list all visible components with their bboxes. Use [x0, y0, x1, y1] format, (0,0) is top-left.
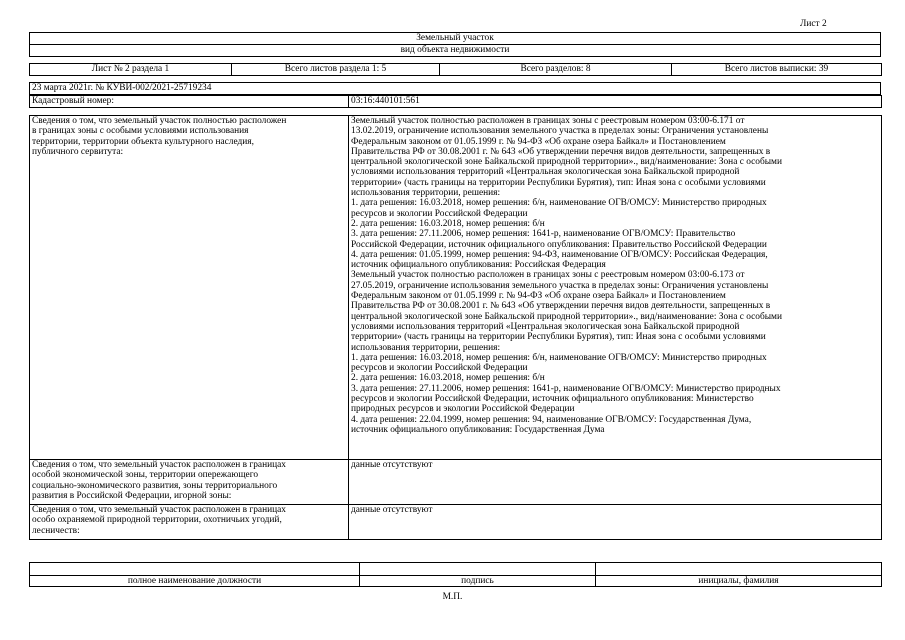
object-subtitle: вид объекта недвижимости [30, 45, 881, 57]
sheet-number: Лист 2 [800, 19, 827, 29]
object-title: Земельный участок [30, 33, 881, 45]
cadastral-label: Кадастровый номер: [30, 96, 349, 108]
total-sheets-extract: Всего листов выписки: 39 [672, 64, 882, 76]
sheet-of-section: Лист № 2 раздела 1 [30, 64, 232, 76]
stamp-placeholder: М.П. [442, 592, 463, 602]
signature-caption: подпись [360, 576, 596, 587]
zone-info-label: Сведения о том, что земельный участок полностью расположен в границах зоны с особыми условиями использования территории, территории объекта культурного наследия, публичного сервитута: [30, 116, 349, 460]
zone-info-value: Земельный участок полностью расположен в границах зоны с реестровым номером 03:00-6.171 от 13.02.2019, ограничение использования земельного участка в пределах зоны: Ограничения установлены Федеральным законом от 01.05.1999 г. № 94-ФЗ «Об охране озера Байкал» и Постановлением Правительства РФ от 30.08.2001 г. № 643 «Об утверждении перечня видов деятельности, запрещенных в центральной экологической зоне Байкальской природной территории»., вид/наименование: Зона с особыми условиями использования территорий «Центральная экологическая зона Байкальской природной территории» (часть границы на территории Республики Бурятия), тип: Иная зона с особыми условиями использования территории, решения: 1. дата решения: 16.03.2018, номер решения: б/н, наименование ОГВ/ОМСУ: Министерство природных ресурсов и экологии Российской Федерации 2. дата решения: 16.03.2018, номер решения: б/н 3. дата решения: 27.11.2006, номер решения: 1641-р, наименование ОГВ/ОМСУ: Правительство Российской Федерации, источник официального опубликования: Правительство Российской Федерации 4. дата решения: 01.05.1999, номер решения: 94-ФЗ, наименование ОГВ/ОМСУ: Российская Федерация, источник официального опубликования: Российская Федерация Земельный участок полностью расположен в границах зоны с реестровым номером 03:00-6.173 от 27.05.2019, ограничение использования земельного участка в пределах зоны: Ограничения установлены Федеральным законом от 01.05.1999 г. № 94-ФЗ «Об охране озера Байкал» и Постановлением Правительства РФ от 30.08.2001 г. № 643 «Об утверждении перечня видов деятельности, запрещенных в центральной экологической зоне Байкальской природной территории»., вид/наименование: Зона с особыми условиями использования территорий «Центральная экологическая зона Байкальской природной территории» (часть границы на территории Республики Бурятия), тип: Иная зона с особыми условиями использования территории, решения: 1. дата решения: 16.03.2018, номер решения: б/н, наименование ОГВ/ОМСУ: Министерство природных ресурсов и экологии Российской Федерации 2. дата решения: 16.03.2018, номер решения: б/н 3. дата решения: 27.11.2006, номер решения: 1641-р, наименование ОГВ/ОМСУ: Министерство природных ресурсов и экологии Российской Федерации, источник официального опубликования: Министерство природных ресурсов и экологии Российской Федерации 4. дата решения: 22.04.1999, номер решения: 94, наименование ОГВ/ОМСУ: Государственная Дума, источник официального опубликования: Государственная Дума [349, 116, 882, 460]
total-sections: Всего разделов: 8 [440, 64, 672, 76]
cadastral-table [29, 95, 882, 108]
info-table [29, 115, 882, 540]
position-caption: полное наименование должности [30, 576, 360, 587]
table-row [30, 460, 882, 505]
header-table [29, 32, 881, 57]
total-sheets-section: Всего листов раздела 1: 5 [232, 64, 440, 76]
table-row [30, 116, 882, 460]
extract-date-number: 23 марта 2021г. № КУВИ-002/2021-25719234 [30, 83, 881, 95]
signature-table [29, 562, 882, 587]
sections-table [29, 63, 882, 76]
date-table [29, 82, 881, 95]
cadastral-value: 03:16:440101:561 [349, 96, 882, 108]
economic-zone-label: Сведения о том, что земельный участок расположен в границах особой экономической зоны, территории опережающего социально-экономического развития, зоны территориального развития в Российской Федерации, игорной зоны: [30, 460, 349, 505]
name-field [596, 563, 882, 576]
table-row [30, 505, 882, 540]
protected-area-value: данные отсутствуют [349, 505, 882, 540]
protected-area-label: Сведения о том, что земельный участок расположен в границах особо охраняемой природной территории, охотничьих угодий, лесничеств: [30, 505, 349, 540]
position-field [30, 563, 360, 576]
economic-zone-value: данные отсутствуют [349, 460, 882, 505]
signature-field [360, 563, 596, 576]
name-caption: инициалы, фамилия [596, 576, 882, 587]
